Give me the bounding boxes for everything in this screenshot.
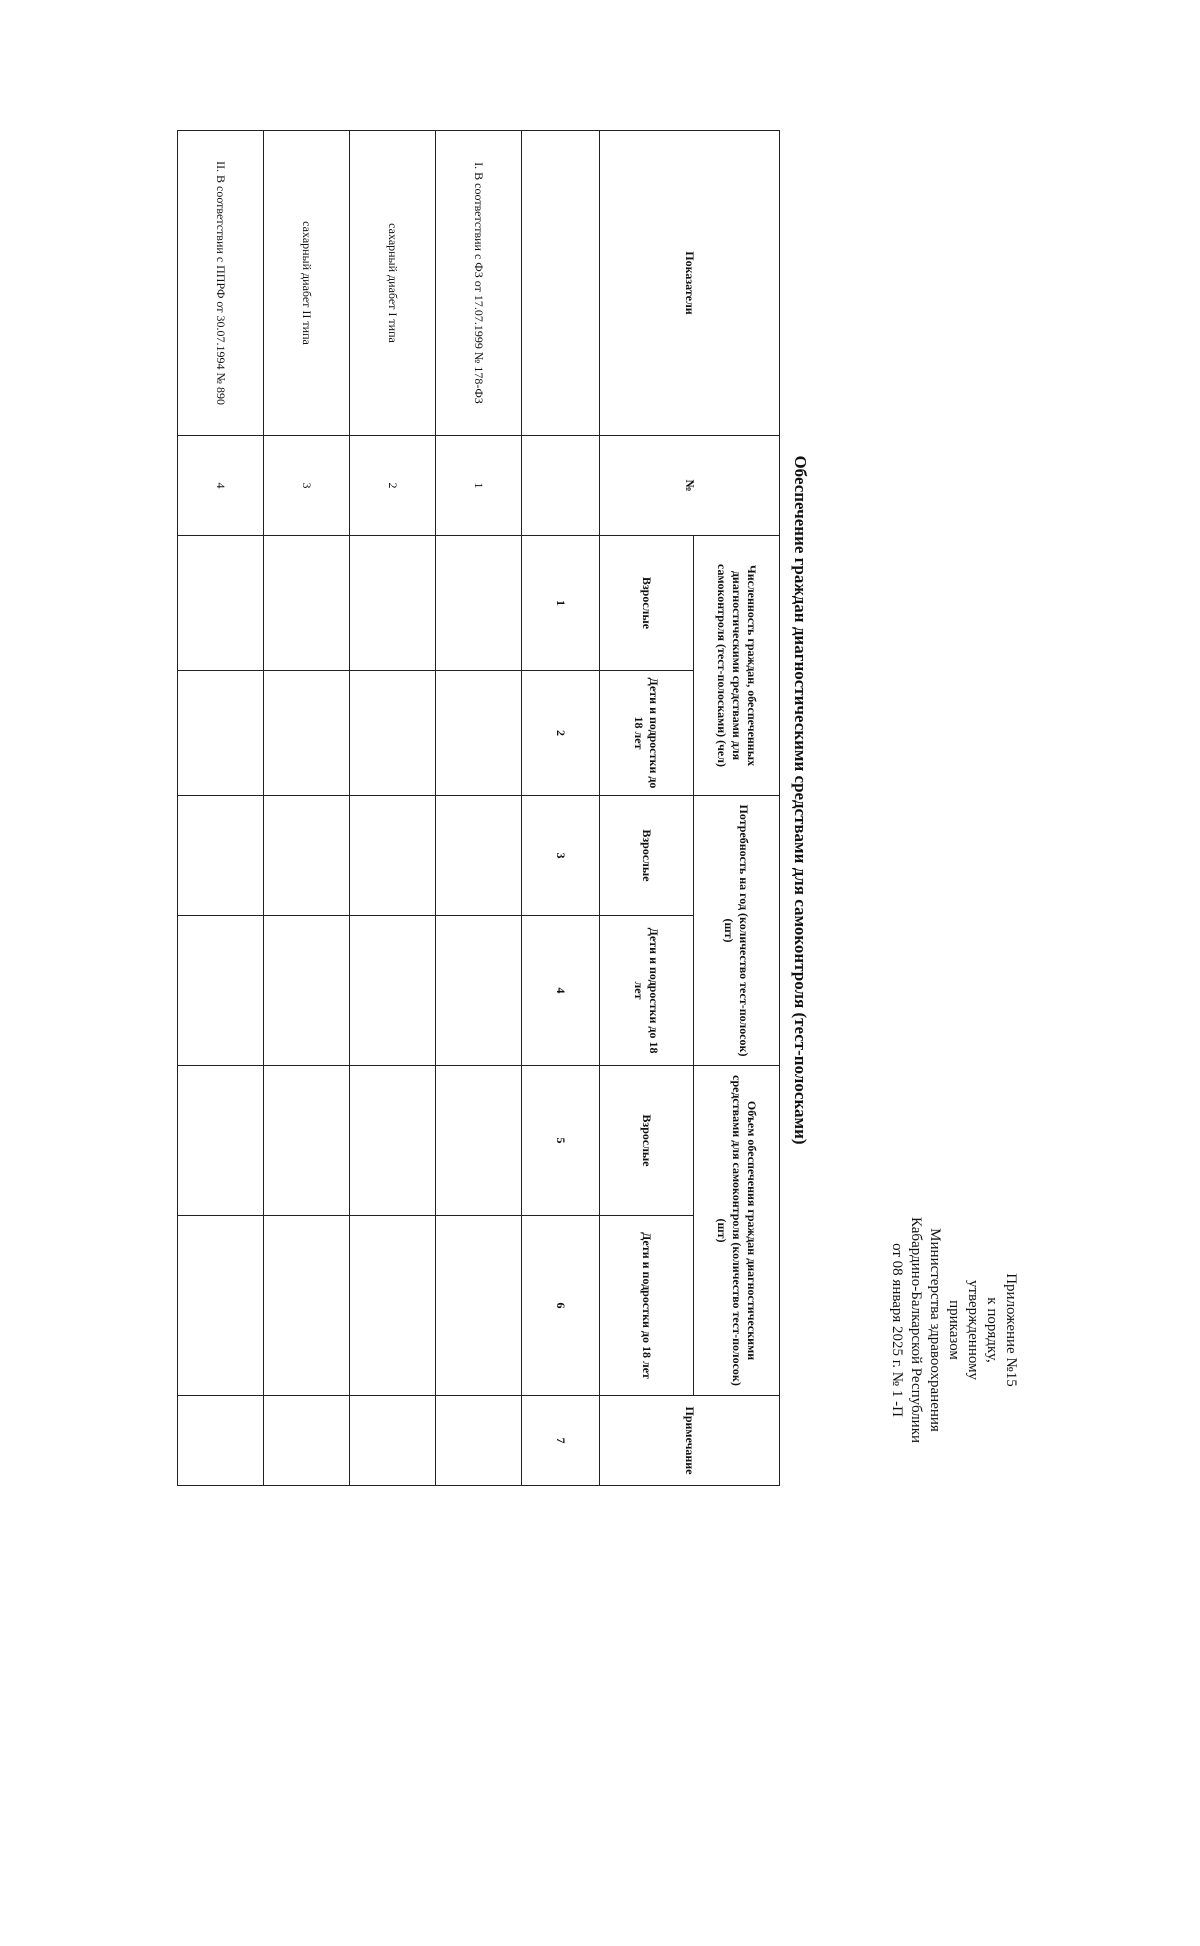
row-indicator: II. В соответствии с ППРФ от 30.07.1994 № 890 [178, 131, 264, 436]
table-row [178, 131, 264, 1486]
row-indicator: сахарный диабет II типа [264, 131, 350, 436]
table-cell-empty [350, 1216, 436, 1396]
table-cell-empty [264, 1066, 350, 1216]
table-row [264, 131, 350, 1486]
table-header-row [694, 131, 780, 1486]
table-cell-empty [436, 1396, 522, 1486]
approval-appendix-line: Приложение №15 [1003, 1273, 1019, 1387]
table-cell-empty [350, 1066, 436, 1216]
column-number: 3 [522, 796, 600, 916]
table-cell-empty [350, 796, 436, 916]
table-row [436, 131, 522, 1486]
approval-decree-line: приказом [946, 1300, 962, 1360]
column-number: 6 [522, 1216, 600, 1396]
column-number: 2 [522, 671, 600, 796]
header-provision-volume: Объем обеспечения граждан диагностическими средствами для самоконтроля (количество тест-полосок) (шт) [694, 1066, 780, 1396]
table-cell-empty [178, 1396, 264, 1486]
row-number: 3 [264, 436, 350, 536]
row-number: 1 [436, 436, 522, 536]
approval-approved-line: утвержденному [965, 1279, 981, 1381]
table-cell-empty [264, 671, 350, 796]
table-cell-empty [264, 796, 350, 916]
header-annual-need: Потребность на год (количество тест-полосок) (шт) [694, 796, 780, 1066]
row-indicator: I. В соответствии с ФЗ от 17.07.1999 № 178-ФЗ [436, 131, 522, 436]
approval-order-line: к порядку, [984, 1297, 1000, 1363]
table-cell-empty [436, 916, 522, 1066]
approval-date-number-line: от 08 января 2025 г. № 1 -П [889, 1243, 905, 1417]
table-cell-empty [264, 1396, 350, 1486]
header-indicators: Показатели [600, 131, 780, 436]
row-indicator: сахарный диабет I типа [350, 131, 436, 436]
table-row [350, 131, 436, 1486]
subheader-need-children: Дети и подростки до 18 лет [600, 916, 694, 1066]
subheader-volume-children: Дети и подростки до 18 лет [600, 1216, 694, 1396]
table-cell-empty [178, 1216, 264, 1396]
table-cell-empty [436, 796, 522, 916]
approval-republic-line: Кабардино-Балкарской Республики [908, 1216, 924, 1444]
rotated-document-page [140, 100, 1020, 1500]
subheader-volume-adults: Взрослые [600, 1066, 694, 1216]
table-cell-empty [436, 671, 522, 796]
table-cell-empty [350, 536, 436, 671]
column-number: 5 [522, 1066, 600, 1216]
column-number: 1 [522, 536, 600, 671]
table-cell-empty [350, 671, 436, 796]
header-citizens-count: Численность граждан, обеспеченных диагностическими средствами для самоконтроля (тест-полосками) (чел) [694, 536, 780, 796]
table-cell-empty [436, 1066, 522, 1216]
table-cell-empty [350, 1396, 436, 1486]
document-title: Обеспечение граждан диагностическими средствами для самоконтроля (тест-полосками) [791, 455, 810, 1145]
provision-table [177, 130, 780, 1486]
column-number: 7 [522, 1396, 600, 1486]
table-cell-empty [350, 916, 436, 1066]
table-cell-empty [264, 916, 350, 1066]
approval-stamp-block [887, 1180, 1020, 1480]
column-number-empty [522, 436, 600, 536]
table-cell-empty [436, 536, 522, 671]
table-cell-empty [178, 916, 264, 1066]
subheader-need-adults: Взрослые [600, 796, 694, 916]
subheader-count-children: Дети и подростки до 18 лет [600, 671, 694, 796]
header-note: Примечание [600, 1396, 780, 1486]
table-cell-empty [178, 1066, 264, 1216]
subheader-count-adults: Взрослые [600, 536, 694, 671]
table-cell-empty [264, 1216, 350, 1396]
table-cell-empty [264, 536, 350, 671]
column-number: 4 [522, 916, 600, 1066]
table-cell-empty [178, 536, 264, 671]
table-cell-empty [436, 1216, 522, 1396]
table-cell-empty [178, 671, 264, 796]
approval-ministry-line: Министерства здравоохранения [927, 1228, 943, 1432]
column-number-empty [522, 131, 600, 436]
header-number: № [600, 436, 780, 536]
table-cell-empty [178, 796, 264, 916]
row-number: 4 [178, 436, 264, 536]
column-number-row [522, 131, 600, 1486]
row-number: 2 [350, 436, 436, 536]
